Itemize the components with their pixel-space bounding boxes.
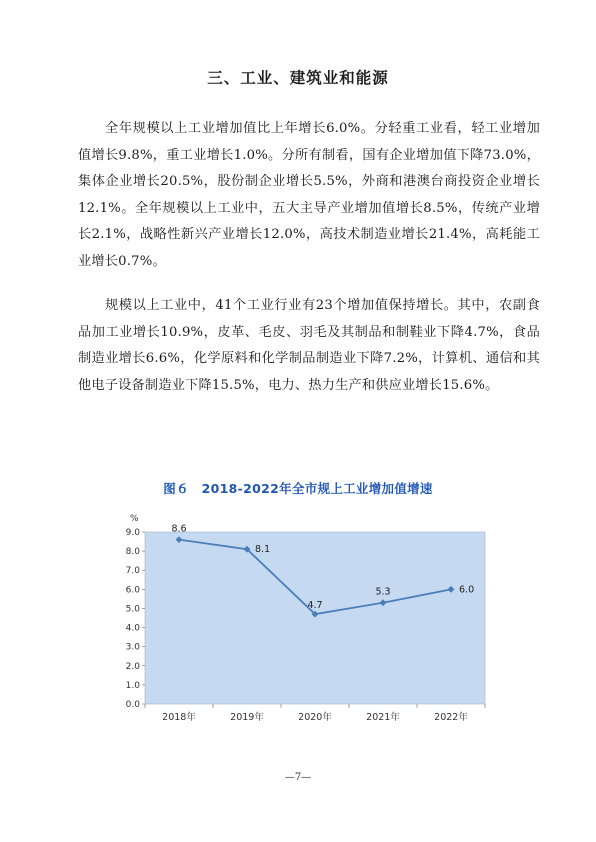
y-tick-label: 3.0	[125, 642, 140, 653]
y-tick-label: 8.0	[125, 547, 140, 558]
x-tick-label: 2019年	[230, 712, 264, 723]
paragraph-industry-sectors: 规模以上工业中，41个工业行业有23个增加值保持增长。其中，农副食品加工业增长10.9%，皮革、毛皮、羽毛及其制品和制鞋业下降4.7%，食品制造业增长6.6%，化学原料和化学制品制造业下降7.2%，计算机、通信和其他电子设备制造业下降15.5%，电力、热力生产和供应业增长15.6%。	[78, 298, 540, 393]
data-label: 8.6	[171, 523, 187, 535]
x-axis	[145, 704, 485, 723]
data-label: 4.7	[307, 600, 323, 612]
x-tick-label: 2021年	[366, 712, 400, 723]
x-tick-label: 2022年	[434, 712, 468, 723]
data-label: 6.0	[459, 584, 475, 596]
paragraph-industry-overview: 全年规模以上工业增加值比上年增长6.0%。分轻重工业看，轻工业增加值增长9.8%，重工业增长1.0%。分所有制看，国有企业增加值下降73.0%，集体企业增长20.5%，股份制企业增长5.5%，外商和港澳台商投资企业增长12.1%。全年规模以上工业中，五大主导产业增加值增长8.5%，传统产业增长2.1%，战略性新兴产业增长12.0%，高技术制造业增长21.4%，高耗能工业增长0.7%。	[78, 121, 540, 269]
page-number: —7—	[284, 772, 312, 783]
y-tick-label: 4.0	[125, 623, 140, 634]
y-tick-label: 0.0	[125, 700, 140, 710]
y-unit-label: %	[130, 514, 139, 524]
y-tick-label: 9.0	[125, 528, 140, 538]
x-tick-label: 2020年	[298, 712, 332, 723]
y-tick-label: 6.0	[125, 585, 140, 596]
plot-area	[145, 532, 485, 704]
x-tick-label: 2018年	[162, 712, 196, 723]
y-tick-label: 5.0	[125, 604, 140, 615]
data-label: 5.3	[375, 586, 391, 598]
y-tick-label: 2.0	[125, 661, 140, 672]
y-tick-label: 1.0	[125, 680, 140, 691]
section-heading: 三、工业、建筑业和能源	[207, 69, 389, 87]
line-chart	[100, 508, 510, 730]
figure-title: 图６ 2018-2022年全市规上工业增加值增速	[163, 481, 433, 496]
data-label: 8.1	[255, 544, 271, 556]
y-tick-label: 7.0	[125, 566, 140, 577]
y-axis	[126, 528, 145, 710]
